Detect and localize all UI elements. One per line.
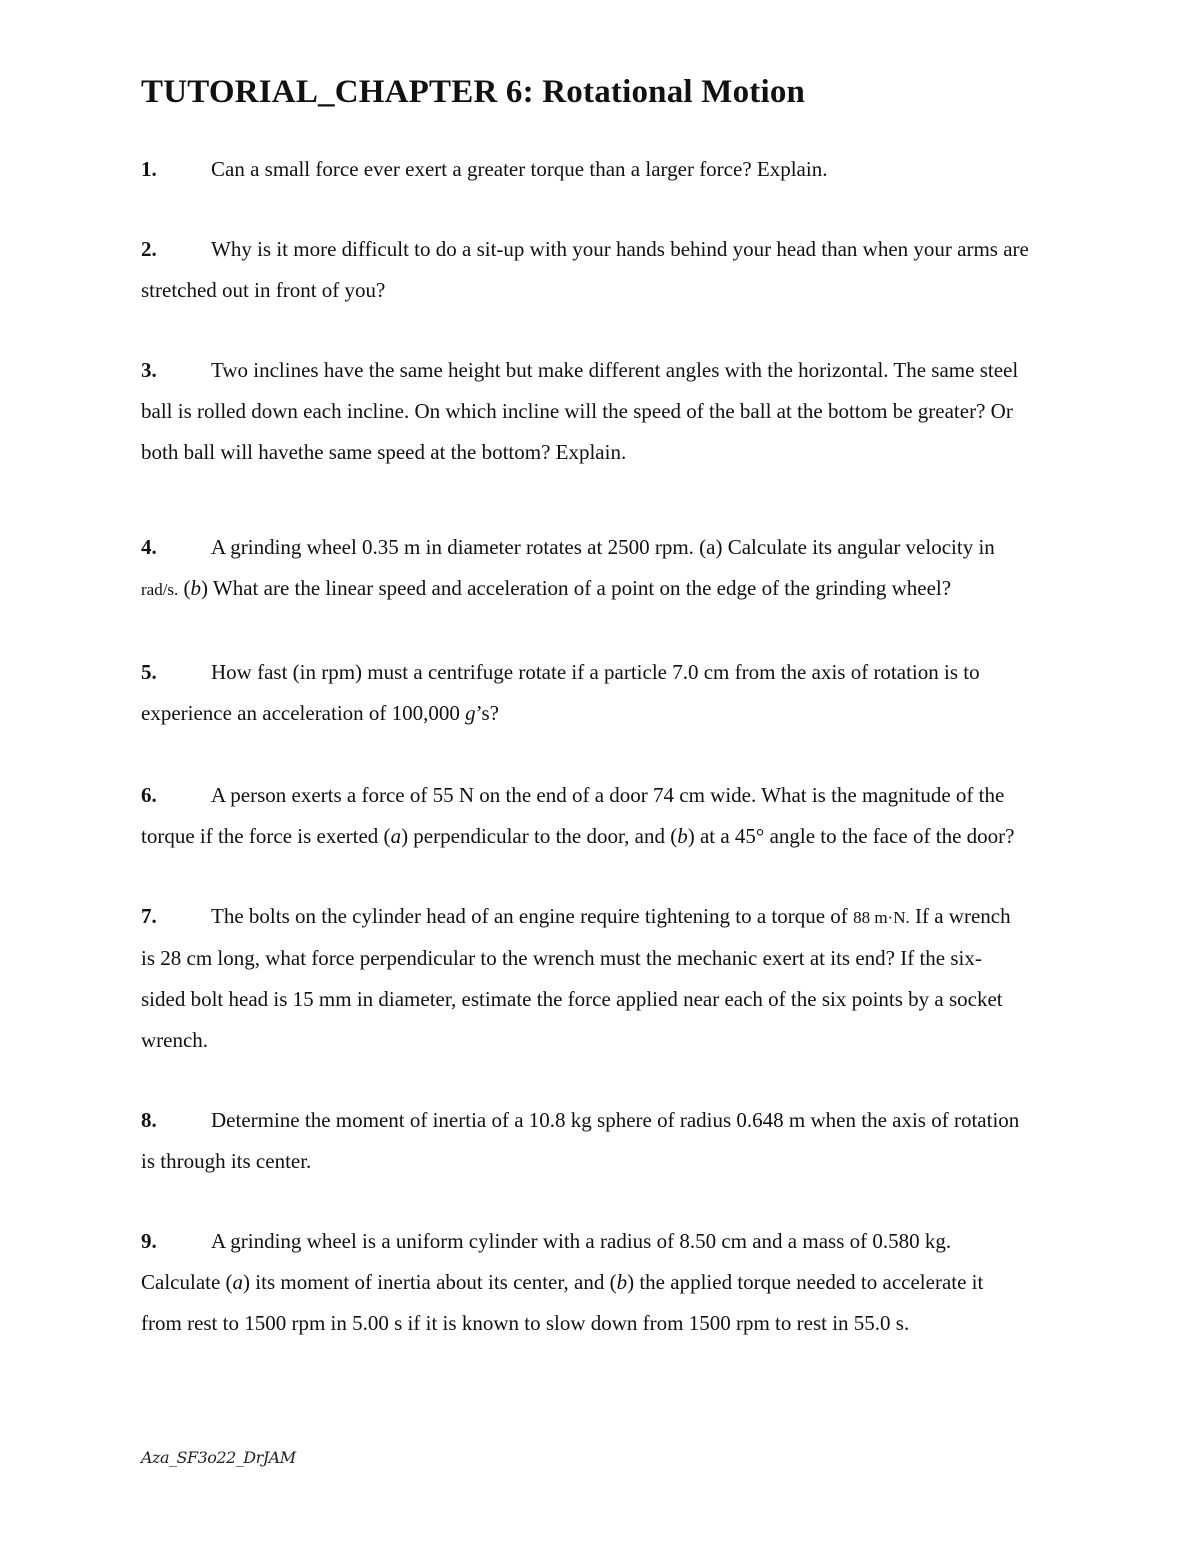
question-text: wrench. — [141, 1028, 209, 1052]
question-text: both ball will havethe same speed at the bottom? Explain. — [141, 440, 627, 464]
unit-text: 88 m·N. — [853, 908, 910, 927]
question-4 — [141, 527, 1141, 610]
question-9 — [141, 1221, 1141, 1344]
question-number: 5. — [141, 660, 157, 684]
question-text: A grinding wheel 0.35 m in diameter rotates at 2500 rpm. (a) Calculate its angular velocity in — [211, 535, 995, 559]
question-number: 1. — [141, 157, 157, 181]
question-number: 2. — [141, 237, 157, 261]
question-text: Two inclines have the same height but make different angles with the horizontal. The same steel — [211, 358, 1019, 382]
question-text: The bolts on the cylinder head of an engine require tightening to a torque of 88 m·N. If a wrench — [211, 904, 1011, 928]
question-text: rad/s. (b) What are the linear speed and acceleration of a point on the edge of the grinding wheel? — [141, 576, 952, 600]
question-6 — [141, 775, 1141, 857]
question-text: Calculate (a) its moment of inertia about its center, and (b) the applied torque needed to accelerate it — [141, 1270, 984, 1294]
question-number: 7. — [141, 904, 157, 928]
question-number: 8. — [141, 1108, 157, 1132]
question-5 — [141, 652, 1141, 734]
question-text: Determine the moment of inertia of a 10.8 kg sphere of radius 0.648 m when the axis of rotation — [211, 1108, 1020, 1132]
question-3 — [141, 350, 1141, 473]
footer-signature: Aza_SF3o22_DrJAM — [141, 1448, 296, 1467]
question-number: 9. — [141, 1229, 157, 1253]
question-number: 3. — [141, 358, 157, 382]
question-number: 4. — [141, 535, 157, 559]
question-text: stretched out in front of you? — [141, 278, 386, 302]
question-7 — [141, 896, 1141, 1061]
question-text: Can a small force ever exert a greater torque than a larger force? Explain. — [211, 157, 828, 181]
question-text: ball is rolled down each incline. On which incline will the speed of the ball at the bottom be greater? Or — [141, 399, 1013, 423]
question-text: from rest to 1500 rpm in 5.00 s if it is known to slow down from 1500 rpm to rest in 55.0 s. — [141, 1311, 910, 1335]
question-text: is 28 cm long, what force perpendicular to the wrench must the mechanic exert at its end? If the six- — [141, 946, 982, 970]
question-text: is through its center. — [141, 1149, 312, 1173]
unit-text: rad/s. — [141, 580, 179, 599]
question-text: A grinding wheel is a uniform cylinder with a radius of 8.50 cm and a mass of 0.580 kg. — [211, 1229, 952, 1253]
question-1 — [141, 149, 1141, 190]
question-text: How fast (in rpm) must a centrifuge rotate if a particle 7.0 cm from the axis of rotation is to — [211, 660, 980, 684]
question-8 — [141, 1100, 1141, 1182]
question-text: A person exerts a force of 55 N on the end of a door 74 cm wide. What is the magnitude of the — [211, 783, 1005, 807]
question-number: 6. — [141, 783, 157, 807]
question-text: torque if the force is exerted (a) perpendicular to the door, and (b) at a 45° angle to the face of the door? — [141, 824, 1015, 848]
question-text: Why is it more difficult to do a sit-up with your hands behind your head than when your arms are — [211, 237, 1029, 261]
question-text: experience an acceleration of 100,000 g’s? — [141, 701, 499, 725]
question-2 — [141, 229, 1141, 311]
question-text: sided bolt head is 15 mm in diameter, estimate the force applied near each of the six points by a socket — [141, 987, 1003, 1011]
page-title: TUTORIAL_CHAPTER 6: Rotational Motion — [141, 74, 806, 110]
